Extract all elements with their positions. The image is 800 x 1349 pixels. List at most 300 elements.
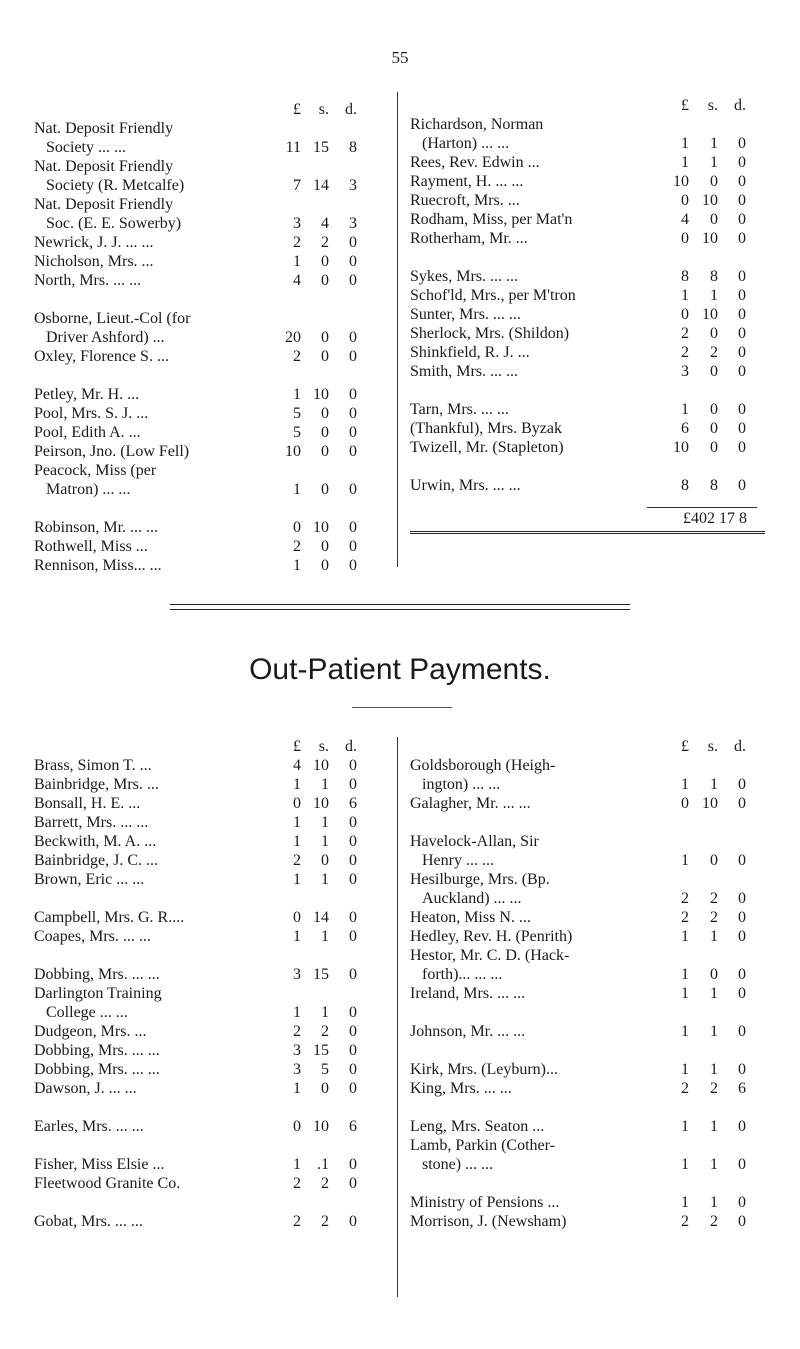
shillings-value: 1 xyxy=(710,287,718,304)
ledger-entry xyxy=(34,1041,379,1060)
currency-header xyxy=(410,737,765,756)
shillings-value: 2 xyxy=(321,1023,329,1040)
entry-name: Dobbing, Mrs. ... ... xyxy=(34,1042,160,1059)
pounds-value: 0 xyxy=(681,192,689,209)
pence-value: 0 xyxy=(349,481,357,498)
ledger-entry xyxy=(34,119,379,138)
pounds-value: 1 xyxy=(681,1118,689,1135)
pounds-value: 1 xyxy=(681,1023,689,1040)
ledger-entry xyxy=(34,309,379,328)
shillings-value: 2 xyxy=(710,909,718,926)
entry-name: Tarn, Mrs. ... ... xyxy=(410,401,509,418)
entry-name: Nat. Deposit Friendly xyxy=(34,120,174,137)
pence-value: 0 xyxy=(349,405,357,422)
entry-name: (Harton) ... ... xyxy=(422,135,510,152)
pence-value: 0 xyxy=(738,420,746,437)
pounds-value: 1 xyxy=(293,871,301,888)
shillings-value: 1 xyxy=(710,1061,718,1078)
entry-name: Nat. Deposit Friendly xyxy=(34,158,174,175)
ledger-entry xyxy=(410,832,765,851)
entry-name: Fleetwood Granite Co. xyxy=(34,1175,181,1192)
entry-list xyxy=(34,756,379,1231)
shillings-value: 2 xyxy=(710,1080,718,1097)
entry-name: Rayment, H. ... ... xyxy=(410,173,524,190)
pence-value: 0 xyxy=(349,814,357,831)
shillings-value: 0 xyxy=(321,253,329,270)
ledger-entry xyxy=(34,537,379,556)
ledger-entry xyxy=(34,442,379,461)
pounds-value: 2 xyxy=(681,890,689,907)
entry-name: Pool, Mrs. S. J. ... xyxy=(34,405,149,422)
column-divider xyxy=(397,737,398,1297)
shillings-value: 8 xyxy=(710,268,718,285)
shillings-value: 10 xyxy=(702,306,718,323)
pounds-value: 1 xyxy=(681,928,689,945)
pence-value: 0 xyxy=(738,135,746,152)
section-divider xyxy=(170,604,630,605)
entry-name: North, Mrs. ... ... xyxy=(34,272,142,289)
entry-name: Shinkfield, R. J. ... xyxy=(410,344,530,361)
ledger-entry xyxy=(410,172,765,191)
column-divider xyxy=(397,92,398,567)
pence-value: 0 xyxy=(738,985,746,1002)
pence-value: 0 xyxy=(349,443,357,460)
shillings-value: 0 xyxy=(710,173,718,190)
pounds-value: 1 xyxy=(681,154,689,171)
shillings-value: 4 xyxy=(321,215,329,232)
ledger-entry xyxy=(410,343,765,362)
ledger-entry xyxy=(34,233,379,252)
ledger-entry xyxy=(410,1022,765,1041)
ledger-entry xyxy=(410,191,765,210)
shillings-value: 1 xyxy=(710,1194,718,1211)
pounds-value: 3 xyxy=(293,1042,301,1059)
pounds-value: 1 xyxy=(681,401,689,418)
ledger-entry-continuation xyxy=(34,214,379,233)
ledger-entry xyxy=(34,813,379,832)
shillings-value: 1 xyxy=(710,1118,718,1135)
shillings-value: 0 xyxy=(710,439,718,456)
entry-name: Darlington Training xyxy=(34,985,162,1002)
ledger-entry xyxy=(34,756,379,775)
pounds-value: 6 xyxy=(681,420,689,437)
pence-value: 0 xyxy=(738,154,746,171)
bottom-left-column xyxy=(34,737,379,1231)
shillings-value: 10 xyxy=(313,386,329,403)
ledger-entry-continuation xyxy=(34,480,379,499)
shillings-value: 2 xyxy=(710,1213,718,1230)
shillings-value: 0 xyxy=(321,424,329,441)
pounds-value: 4 xyxy=(293,757,301,774)
pence-value: 0 xyxy=(738,211,746,228)
ledger-entry xyxy=(34,851,379,870)
entry-name: Ruecroft, Mrs. ... xyxy=(410,192,520,209)
entry-name: Brass, Simon T. ... xyxy=(34,757,152,774)
pounds-value: 4 xyxy=(293,272,301,289)
ledger-entry-continuation xyxy=(410,775,765,794)
entry-name: Peirson, Jno. (Low Fell) xyxy=(34,443,190,460)
pounds-value: 1 xyxy=(681,1156,689,1173)
ledger-entry xyxy=(34,1117,379,1136)
entry-name: Hestor, Mr. C. D. (Hack- xyxy=(410,947,570,964)
pounds-value: 2 xyxy=(681,344,689,361)
entry-name: Kirk, Mrs. (Leyburn)... xyxy=(410,1061,558,1078)
pounds-value: 1 xyxy=(681,985,689,1002)
ledger-entry xyxy=(410,229,765,248)
entry-name: Petley, Mr. H. ... xyxy=(34,386,140,403)
pounds-value: 2 xyxy=(681,909,689,926)
shillings-header: s. xyxy=(318,101,329,118)
pence-value: 0 xyxy=(738,928,746,945)
pence-header: d. xyxy=(734,97,746,114)
pounds-value: 0 xyxy=(293,909,301,926)
pence-value: 6 xyxy=(738,1080,746,1097)
shillings-value: 10 xyxy=(702,192,718,209)
shillings-value: 1 xyxy=(710,776,718,793)
entry-name: Coapes, Mrs. ... ... xyxy=(34,928,151,945)
pounds-value: 8 xyxy=(681,268,689,285)
shillings-value: 0 xyxy=(321,538,329,555)
shillings-value: 0 xyxy=(710,401,718,418)
ledger-entry xyxy=(34,775,379,794)
entry-name: Dudgeon, Mrs. ... xyxy=(34,1023,147,1040)
pounds-value: 1 xyxy=(293,557,301,574)
entry-list xyxy=(34,119,379,575)
pounds-header: £ xyxy=(293,101,301,118)
pence-value: 0 xyxy=(738,344,746,361)
pence-value: 0 xyxy=(738,1118,746,1135)
pence-value: 0 xyxy=(738,852,746,869)
pounds-value: 8 xyxy=(681,477,689,494)
currency-header xyxy=(410,96,765,115)
ledger-entry xyxy=(34,832,379,851)
pounds-value: 0 xyxy=(681,795,689,812)
ledger-entry-continuation xyxy=(410,851,765,870)
pounds-value: 3 xyxy=(293,1061,301,1078)
title-underline xyxy=(352,707,452,708)
entry-name: College ... ... xyxy=(46,1004,128,1021)
pence-value: 0 xyxy=(349,776,357,793)
ledger-entry xyxy=(410,400,765,419)
section-divider xyxy=(170,609,630,610)
shillings-value: 15 xyxy=(313,139,329,156)
pence-value: 0 xyxy=(349,424,357,441)
ledger-entry xyxy=(410,324,765,343)
pounds-value: 0 xyxy=(293,1118,301,1135)
entry-name: (Thankful), Mrs. Byzak xyxy=(410,420,562,437)
pence-value: 0 xyxy=(738,439,746,456)
shillings-header: s. xyxy=(707,738,718,755)
entry-name: Newrick, J. J. ... ... xyxy=(34,234,154,251)
ledger-entry xyxy=(34,927,379,946)
pounds-value: 2 xyxy=(681,325,689,342)
pounds-value: 1 xyxy=(293,481,301,498)
pence-value: 0 xyxy=(349,348,357,365)
entry-name: Henry ... ... xyxy=(422,852,494,869)
shillings-value: 15 xyxy=(313,1042,329,1059)
ledger-entry xyxy=(410,1079,765,1098)
pence-value: 0 xyxy=(349,1080,357,1097)
ledger-entry xyxy=(34,347,379,366)
pounds-value: 1 xyxy=(681,966,689,983)
ledger-entry xyxy=(34,556,379,575)
shillings-value: 1 xyxy=(321,833,329,850)
shillings-value: 0 xyxy=(321,405,329,422)
ledger-entry-continuation xyxy=(34,138,379,157)
pounds-value: 2 xyxy=(681,1213,689,1230)
shillings-value: 0 xyxy=(710,363,718,380)
entry-name: Richardson, Norman xyxy=(410,116,544,133)
pence-value: 0 xyxy=(738,1156,746,1173)
shillings-value: 1 xyxy=(710,135,718,152)
pence-value: 8 xyxy=(349,139,357,156)
ledger-entry xyxy=(410,984,765,1003)
pence-value: 0 xyxy=(349,1213,357,1230)
pence-header: d. xyxy=(734,738,746,755)
entry-name: Rotherham, Mr. ... xyxy=(410,230,528,247)
ledger-entry-continuation xyxy=(410,889,765,908)
entry-name: forth)... ... ... xyxy=(422,966,503,983)
entry-name: Smith, Mrs. ... ... xyxy=(410,363,519,380)
pounds-header: £ xyxy=(681,738,689,755)
entry-name: Rodham, Miss, per Mat'n xyxy=(410,211,573,228)
entry-name: Brown, Eric ... ... xyxy=(34,871,145,888)
pence-value: 0 xyxy=(349,1156,357,1173)
pence-header: d. xyxy=(345,738,357,755)
ledger-entry-continuation xyxy=(410,1155,765,1174)
pence-value: 0 xyxy=(738,909,746,926)
shillings-value: 1 xyxy=(710,1156,718,1173)
pounds-value: 1 xyxy=(293,1004,301,1021)
shillings-value: 0 xyxy=(710,325,718,342)
entry-name: Auckland) ... ... xyxy=(422,890,522,907)
entry-name: Goldsborough (Heigh- xyxy=(410,757,556,774)
pence-value: 0 xyxy=(349,538,357,555)
ledger-entry xyxy=(34,908,379,927)
pounds-value: 1 xyxy=(293,814,301,831)
pounds-value: 11 xyxy=(285,139,301,156)
ledger-entry xyxy=(34,404,379,423)
pounds-header: £ xyxy=(681,97,689,114)
pence-value: 0 xyxy=(349,253,357,270)
shillings-value: 0 xyxy=(710,211,718,228)
entry-name: Sunter, Mrs. ... ... xyxy=(410,306,521,323)
pence-value: 0 xyxy=(738,230,746,247)
entry-name: Dobbing, Mrs. ... ... xyxy=(34,1061,160,1078)
pounds-value: 2 xyxy=(681,1080,689,1097)
pence-value: 0 xyxy=(349,1042,357,1059)
shillings-value: 2 xyxy=(321,234,329,251)
pounds-value: 1 xyxy=(681,287,689,304)
pounds-value: 0 xyxy=(293,795,301,812)
entry-name: Nat. Deposit Friendly xyxy=(34,196,174,213)
section-title: Out-Patient Payments. xyxy=(249,653,551,686)
pence-value: 6 xyxy=(349,795,357,812)
pounds-value: 2 xyxy=(293,538,301,555)
total-double-rule xyxy=(410,531,765,534)
shillings-value: 15 xyxy=(313,966,329,983)
pence-value: 0 xyxy=(349,871,357,888)
ledger-entry xyxy=(410,794,765,813)
entry-name: Pool, Edith A. ... xyxy=(34,424,141,441)
pence-header: d. xyxy=(345,101,357,118)
pence-value: 0 xyxy=(738,268,746,285)
pounds-value: 2 xyxy=(293,1213,301,1230)
ledger-entry xyxy=(410,756,765,775)
pence-value: 0 xyxy=(349,234,357,251)
entry-name: Rees, Rev. Edwin ... xyxy=(410,154,540,171)
pence-value: 0 xyxy=(738,1023,746,1040)
pounds-value: 1 xyxy=(681,852,689,869)
entry-name: Rennison, Miss... ... xyxy=(34,557,162,574)
ledger-entry xyxy=(34,252,379,271)
ledger-entry xyxy=(410,153,765,172)
pence-value: 0 xyxy=(738,1061,746,1078)
pence-value: 0 xyxy=(738,890,746,907)
pence-value: 3 xyxy=(349,177,357,194)
pounds-value: 1 xyxy=(293,1156,301,1173)
pounds-value: 1 xyxy=(293,1080,301,1097)
ledger-entry xyxy=(410,870,765,889)
pence-value: 0 xyxy=(349,928,357,945)
entry-name: Heaton, Miss N. ... xyxy=(410,909,531,926)
grand-total-amount: £402 17 8 xyxy=(683,510,747,527)
shillings-value: 1 xyxy=(321,814,329,831)
pence-value: 0 xyxy=(738,401,746,418)
pounds-value: 3 xyxy=(293,966,301,983)
shillings-value: 1 xyxy=(710,154,718,171)
ledger-entry xyxy=(34,423,379,442)
shillings-value: .1 xyxy=(317,1156,329,1173)
shillings-value: 1 xyxy=(321,776,329,793)
pence-value: 0 xyxy=(349,1175,357,1192)
entry-name: Beckwith, M. A. ... xyxy=(34,833,157,850)
ledger-entry xyxy=(34,870,379,889)
pounds-value: 2 xyxy=(293,1175,301,1192)
entry-name: Peacock, Miss (per xyxy=(34,462,157,479)
ledger-entry xyxy=(410,476,765,495)
entry-name: Galagher, Mr. ... ... xyxy=(410,795,531,812)
pounds-value: 1 xyxy=(293,386,301,403)
pounds-header: £ xyxy=(293,738,301,755)
entry-name: Sherlock, Mrs. (Shildon) xyxy=(410,325,570,342)
ledger-entry xyxy=(410,210,765,229)
entry-list xyxy=(410,756,765,1231)
entry-name: Ministry of Pensions ... xyxy=(410,1194,560,1211)
top-left-column xyxy=(34,100,379,575)
entry-name: Campbell, Mrs. G. R.... xyxy=(34,909,185,926)
entry-name: Fisher, Miss Elsie ... xyxy=(34,1156,165,1173)
entry-name: Morrison, J. (Newsham) xyxy=(410,1213,567,1230)
shillings-value: 2 xyxy=(321,1175,329,1192)
grand-total xyxy=(410,507,765,529)
entry-name: Hedley, Rev. H. (Penrith) xyxy=(410,928,573,945)
pence-value: 0 xyxy=(738,1194,746,1211)
pence-value: 0 xyxy=(738,192,746,209)
entry-name: Sykes, Mrs. ... ... xyxy=(410,268,519,285)
shillings-value: 0 xyxy=(710,852,718,869)
shillings-header: s. xyxy=(318,738,329,755)
ledger-entry xyxy=(410,1136,765,1155)
shillings-value: 0 xyxy=(321,481,329,498)
pence-value: 0 xyxy=(349,386,357,403)
entry-name: Driver Ashford) ... xyxy=(46,329,165,346)
entry-name: King, Mrs. ... ... xyxy=(410,1080,512,1097)
ledger-entry xyxy=(34,518,379,537)
ledger-entry xyxy=(410,1060,765,1079)
ledger-entry-continuation xyxy=(34,1003,379,1022)
shillings-value: 10 xyxy=(313,757,329,774)
entry-name: Society (R. Metcalfe) xyxy=(46,177,185,194)
shillings-value: 10 xyxy=(702,795,718,812)
pence-value: 0 xyxy=(738,1213,746,1230)
ledger-entry xyxy=(34,984,379,1003)
ledger-entry xyxy=(34,195,379,214)
ledger-entry-continuation xyxy=(410,134,765,153)
shillings-value: 1 xyxy=(321,871,329,888)
entry-name: Twizell, Mr. (Stapleton) xyxy=(410,439,564,456)
shillings-value: 0 xyxy=(321,348,329,365)
ledger-entry-continuation xyxy=(34,328,379,347)
shillings-value: 1 xyxy=(710,928,718,945)
entry-name: ington) ... ... xyxy=(422,776,501,793)
ledger-entry xyxy=(410,438,765,457)
pence-value: 6 xyxy=(349,1118,357,1135)
entry-name: Johnson, Mr. ... ... xyxy=(410,1023,526,1040)
pence-value: 3 xyxy=(349,215,357,232)
ledger-entry xyxy=(34,1022,379,1041)
shillings-value: 2 xyxy=(710,890,718,907)
pence-value: 0 xyxy=(738,325,746,342)
ledger-entry xyxy=(410,946,765,965)
ledger-entry xyxy=(410,286,765,305)
entry-name: Bainbridge, J. C. ... xyxy=(34,852,158,869)
pence-value: 0 xyxy=(738,173,746,190)
ledger-entry xyxy=(34,461,379,480)
pence-value: 0 xyxy=(349,966,357,983)
currency-header xyxy=(34,100,379,119)
entry-name: Nicholson, Mrs. ... xyxy=(34,253,154,270)
entry-name: Bonsall, H. E. ... xyxy=(34,795,141,812)
ledger-entry xyxy=(34,271,379,290)
pounds-value: 1 xyxy=(293,776,301,793)
pence-value: 0 xyxy=(349,757,357,774)
pounds-value: 0 xyxy=(681,230,689,247)
shillings-value: 0 xyxy=(321,1080,329,1097)
entry-name: Osborne, Lieut.-Col (for xyxy=(34,310,191,327)
pounds-value: 10 xyxy=(673,173,689,190)
entry-name: Earles, Mrs. ... ... xyxy=(34,1118,144,1135)
ledger-entry xyxy=(34,794,379,813)
pence-value: 0 xyxy=(738,795,746,812)
entry-name: Urwin, Mrs. ... ... xyxy=(410,477,521,494)
pence-value: 0 xyxy=(349,272,357,289)
entry-name: Robinson, Mr. ... ... xyxy=(34,519,159,536)
shillings-header: s. xyxy=(707,97,718,114)
pounds-value: 10 xyxy=(673,439,689,456)
pounds-value: 2 xyxy=(293,852,301,869)
shillings-value: 2 xyxy=(710,344,718,361)
top-right-column xyxy=(410,96,765,529)
total-rule xyxy=(647,507,757,508)
pounds-value: 7 xyxy=(293,177,301,194)
ledger-entry xyxy=(410,362,765,381)
entry-name: stone) ... ... xyxy=(422,1156,494,1173)
ledger-entry xyxy=(410,305,765,324)
ledger-entry xyxy=(34,1212,379,1231)
pounds-value: 5 xyxy=(293,424,301,441)
pence-value: 0 xyxy=(738,363,746,380)
